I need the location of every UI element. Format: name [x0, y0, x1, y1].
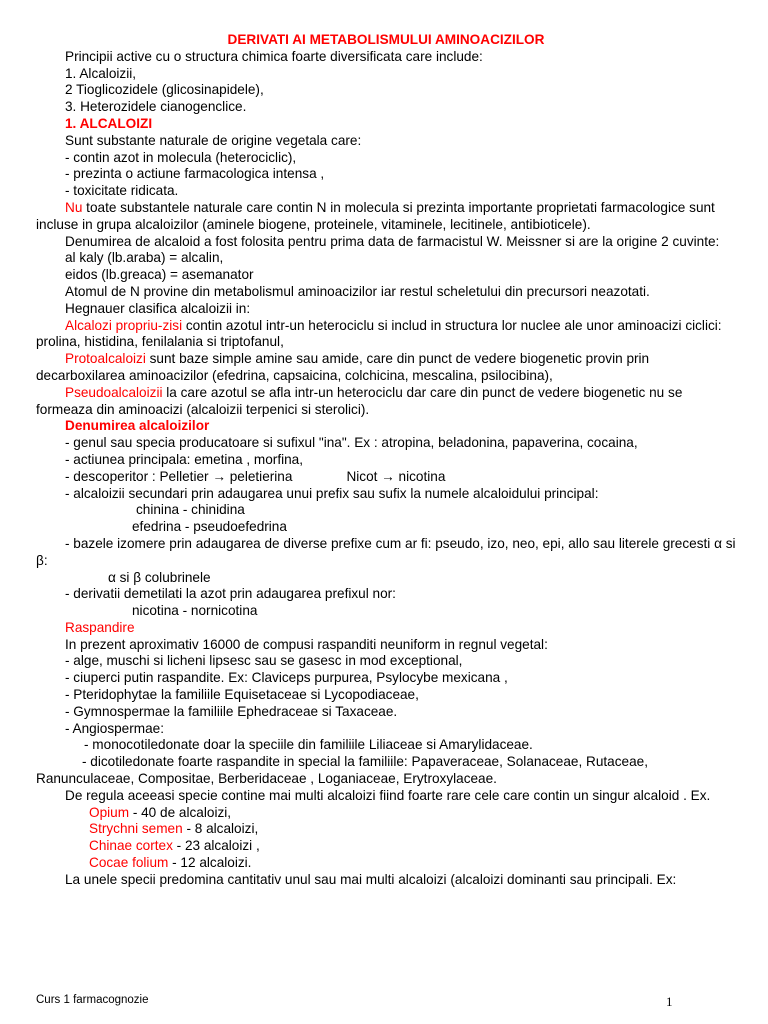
spread-subitem: - monocotiledonate doar la speciile din familiile Liliaceae si Amarylidaceae. [84, 737, 533, 753]
highlight-term: Alcalozi propriu-zisi [65, 317, 183, 333]
spread-item: - Angiospermae: [65, 720, 164, 736]
paragraph-rule: De regula aceeasi specie contine mai multi alcaloizi fiind foarte rare cele care contin un singur alcaloid . Ex. [65, 787, 711, 803]
naming-example: chinina - chinidina [136, 502, 245, 518]
naming-item: - actiunea principala: emetina , morfina, [65, 451, 304, 467]
page-number: 1 [666, 994, 673, 1009]
document-page [36, 32, 736, 889]
highlight-term: Protoalcaloizi [65, 351, 146, 367]
example-item [36, 838, 736, 855]
example-item [36, 855, 736, 872]
intro-line: Principii active cu o structura chimica foarte diversificata care include: [65, 48, 483, 64]
etymology-line: eidos (lb.greaca) = asemanator [65, 267, 254, 283]
bullet-item: - toxicitate ridicata. [65, 183, 179, 199]
spread-item: - alge, muschi si licheni lipsesc sau se gasesc in mod exceptional, [65, 653, 463, 669]
naming-item [36, 469, 736, 486]
classification-item [36, 318, 736, 352]
paragraph-name-origin: Denumirea de alcaloid a fost folosita pentru prima data de farmacistul W. Meissner si are la origine 2 cuvinte: [65, 233, 720, 249]
paragraph-nu [36, 200, 736, 234]
naming-item: - bazele izomere prin adaugarea de diverse prefixe cum ar fi: pseudo, izo, neo, epi, allo sau literele grecesti α si β: [36, 535, 736, 568]
spread-item: - Gymnospermae la familiile Ephedraceae si Taxaceae. [65, 703, 398, 719]
intro-item: 3. Heterozidele cianogenclice. [65, 99, 247, 115]
bullet-item: - prezinta o actiune farmacologica intensa , [65, 166, 325, 182]
section-heading-denumirea: Denumirea alcaloizilor [65, 418, 210, 434]
footer-course: Curs 1 farmacognozie [36, 994, 149, 1006]
highlight-term: Chinae cortex [89, 838, 173, 854]
paragraph-text: toate substantele naturale care contin N in molecula si prezinta importante proprietati farmacologice sunt incluse in grupa alcaloizilor (aminele biogene, proteinele, vitaminele, lecitinele, antibioticele). [36, 199, 715, 232]
example-text: - 40 de alcaloizi, [129, 804, 232, 820]
example-item [36, 821, 736, 838]
naming-item: - alcaloizii secundari prin adaugarea unui prefix sau sufix la numele alcaloidului principal: [65, 485, 599, 501]
highlight-term: Opium [89, 804, 130, 820]
bullet-item: - contin azot in molecula (heterociclic), [65, 149, 297, 165]
highlight-term: Pseudoalcaloizii [65, 384, 163, 400]
example-text: - 8 alcaloizi, [182, 821, 259, 837]
highlight-term: Nu [65, 199, 83, 215]
section-heading-raspandire: Raspandire [65, 619, 135, 635]
paragraph-dominant: La unele specii predomina cantitativ unul sau mai multi alcaloizi (alcaloizi dominanti sau principali. Ex: [65, 871, 677, 887]
spread-line: In prezent aproximativ 16000 de compusi raspanditi neuniform in regnul vegetal: [65, 636, 548, 652]
example-text: - 12 alcaloizi. [168, 855, 252, 871]
naming-example: - descoperitor : Pelletier → peletierina [65, 468, 293, 484]
naming-example: Nicot → nicotina [346, 468, 446, 484]
naming-example: nicotina - nornicotina [132, 603, 258, 619]
paragraph-text: sunt baze simple amine sau amide, care din punct de vedere biogenetic provin prin decarboxilarea aminoacizilor (efedrina, capsaicina, colchicina, mescalina, psilocibina), [36, 351, 650, 383]
naming-example: α si β colubrinele [108, 569, 211, 585]
intro-item: 2 Tioglicozidele (glicosinapidele), [65, 82, 264, 98]
naming-example: efedrina - pseudoefedrina [132, 519, 287, 535]
naming-item: - genul sau specia producatoare si sufixul "ina". Ex : atropina, beladonina, papaverina, cocaina, [65, 435, 638, 451]
classification-item [36, 351, 736, 385]
etymology-line: al kaly (lb.araba) = alcalin, [65, 250, 224, 266]
example-text: - 23 alcaloizi , [172, 838, 260, 854]
highlight-term: Cocae folium [89, 855, 169, 871]
spread-item: - ciuperci putin raspandite. Ex: Claviceps purpurea, Psylocybe mexicana , [65, 670, 508, 686]
naming-item: - derivatii demetilati la azot prin adaugarea prefixul nor: [65, 586, 396, 602]
spread-subitem: - dicotiledonate foarte raspandite in special la familiile: Papaveraceae, Solanaceae, Rutaceae, Ranunculaceae, Compositae, Berberidaceae , Loganiaceae, Erytroxylaceae. [36, 754, 648, 787]
highlight-term: Strychni semen [89, 821, 183, 837]
hegnauer-line: Hegnauer clasifica alcaloizii in: [65, 300, 251, 316]
paragraph-text: la care azotul se afla intr-un heterociclu dar care din punct de vedere biogenetic nu se formeaza din aminoacizi (alcaloizii terpenici si sterolici). [36, 384, 683, 417]
example-item [36, 805, 736, 822]
definition-line: Sunt substante naturale de origine vegetala care: [65, 132, 362, 148]
section-heading-alcaloizi: 1. ALCALOIZI [65, 115, 153, 131]
paragraph-text: contin azotul intr-un heterociclu si includ in structura lor nuclee ale unor aminoacizi ciclici: prolina, histidina, fenilalania si triptofanul, [36, 317, 722, 350]
intro-item: 1. Alcaloizii, [65, 65, 137, 81]
spread-item: - Pteridophytae la familiile Equisetaceae si Lycopodiaceae, [65, 687, 419, 703]
classification-item [36, 385, 736, 419]
document-title: DERIVATI AI METABOLISMULUI AMINOACIZILOR [227, 32, 545, 47]
paragraph-atom: Atomul de N provine din metabolismul aminoacizilor iar restul scheletului din precursori neazotati. [65, 283, 650, 299]
